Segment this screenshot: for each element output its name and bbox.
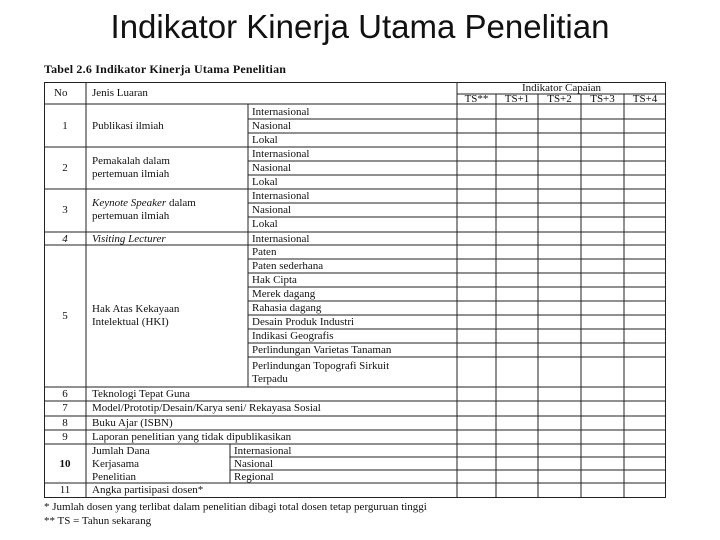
row-7-no: 7 bbox=[62, 402, 68, 414]
row-1-jenis: Publikasi ilmiah bbox=[92, 120, 164, 132]
header-no: No bbox=[54, 87, 68, 99]
row-5-sub: Indikasi Geografis bbox=[252, 330, 334, 342]
row-3-jenis-keynote: Keynote Speaker bbox=[92, 197, 167, 209]
row-10-sub: Internasional bbox=[234, 445, 292, 457]
row-3-sub: Lokal bbox=[252, 218, 278, 230]
row-6-no: 6 bbox=[62, 388, 68, 400]
row-2-jenis: Pemakalah dalam bbox=[92, 155, 170, 167]
row-4-no: 4 bbox=[62, 233, 68, 245]
header-jenis-luaran: Jenis Luaran bbox=[92, 87, 148, 99]
row-9-no: 9 bbox=[62, 431, 68, 443]
row-2-no: 2 bbox=[62, 162, 68, 174]
row-10-sub: Regional bbox=[234, 471, 274, 483]
row-11-no: 11 bbox=[59, 484, 71, 496]
row-1-no: 1 bbox=[62, 120, 68, 132]
row-5-jenis: Intelektual (HKI) bbox=[92, 316, 169, 328]
row-4-sub: Internasional bbox=[252, 233, 310, 245]
row-8-jenis: Buku Ajar (ISBN) bbox=[92, 417, 173, 429]
row-5-sub: Perlindungan Topografi Sirkuit bbox=[252, 360, 390, 372]
row-3-no: 3 bbox=[62, 204, 68, 216]
row-3-sub: Internasional bbox=[252, 190, 310, 202]
row-5-sub: Terpadu bbox=[252, 373, 288, 385]
row-5-sub: Perlindungan Varietas Tanaman bbox=[252, 344, 392, 356]
row-9-jenis: Laporan penelitian yang tidak dipublikasikan bbox=[92, 431, 292, 443]
header-indikator-capaian: Indikator Capaian bbox=[521, 82, 602, 94]
row-11-jenis: Angka partisipasi dosen* bbox=[92, 484, 204, 496]
row-10-jenis: Kerjasama bbox=[92, 458, 140, 470]
row-2-sub: Internasional bbox=[252, 148, 310, 160]
row-2-sub: Lokal bbox=[252, 176, 278, 188]
row-3-sub: Nasional bbox=[252, 204, 292, 216]
table-caption: Tabel 2.6 Indikator Kinerja Utama Penelitian bbox=[44, 62, 287, 76]
row-10-jenis: Penelitian bbox=[92, 471, 136, 483]
row-5-sub: Desain Produk Industri bbox=[252, 316, 355, 328]
row-5-jenis: Hak Atas Kekayaan bbox=[92, 303, 180, 315]
row-5-sub: Paten sederhana bbox=[252, 260, 324, 272]
table-notes bbox=[44, 500, 427, 528]
row-7-jenis: Model/Prototip/Desain/Karya seni/ Rekayasa Sosial bbox=[92, 402, 321, 414]
header-ts-plus-2: TS+2 bbox=[547, 93, 572, 105]
row-8-no: 8 bbox=[62, 417, 68, 429]
note-1: * Jumlah dosen yang terlibat dalam penelitian dibagi total dosen tetap perguruan tinggi bbox=[44, 501, 427, 513]
slide-title: Indikator Kinerja Utama Penelitian bbox=[110, 8, 610, 45]
row-10-jenis: Jumlah Dana bbox=[92, 445, 150, 457]
header-ts-plus-3: TS+3 bbox=[590, 93, 615, 105]
header-ts-plus-1: TS+1 bbox=[504, 93, 530, 105]
row-3-jenis bbox=[92, 197, 196, 209]
row-3-jenis-dalam: dalam bbox=[168, 197, 196, 209]
row-6-jenis: Teknologi Tepat Guna bbox=[92, 388, 190, 400]
row-2-sub: Nasional bbox=[252, 162, 292, 174]
header-ts-plus-4: TS+4 bbox=[632, 93, 658, 105]
row-5-sub: Paten bbox=[252, 246, 277, 258]
row-2-jenis: pertemuan ilmiah bbox=[92, 168, 170, 180]
note-2: ** TS = Tahun sekarang bbox=[44, 515, 152, 527]
row-10-sub: Nasional bbox=[234, 458, 274, 470]
row-3-jenis: pertemuan ilmiah bbox=[92, 210, 170, 222]
row-1-sub: Internasional bbox=[252, 106, 310, 118]
row-5-sub: Hak Cipta bbox=[252, 274, 297, 286]
indikator-table bbox=[44, 82, 666, 498]
row-1-sub: Lokal bbox=[252, 134, 278, 146]
header-ts: TS** bbox=[464, 93, 489, 105]
row-1-sub: Nasional bbox=[252, 120, 292, 132]
row-4-jenis: Visiting Lecturer bbox=[92, 233, 166, 245]
row-5-sub: Rahasia dagang bbox=[252, 302, 322, 314]
row-5-sub: Merek dagang bbox=[252, 288, 316, 300]
row-5-no: 5 bbox=[62, 310, 68, 322]
row-10-no: 10 bbox=[59, 458, 71, 470]
